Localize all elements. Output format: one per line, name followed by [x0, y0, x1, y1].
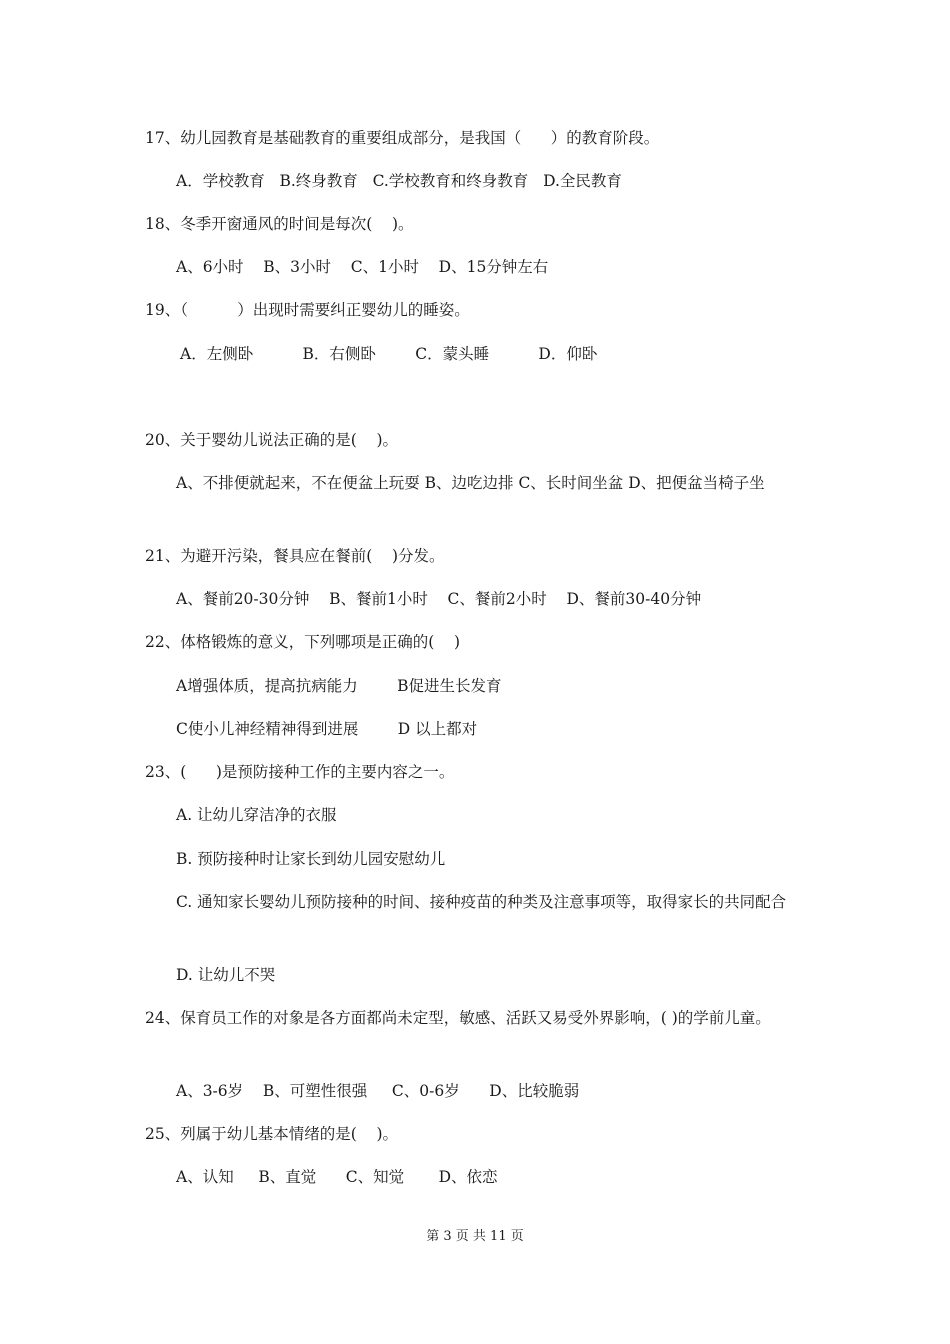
question-25-stem: 25、列属于幼儿基本情绪的是( )。 — [145, 1125, 399, 1143]
question-21-options: A、餐前20-30分钟 B、餐前1小时 C、餐前2小时 D、餐前30-40分钟 — [176, 590, 702, 608]
question-22-option-ab: A增强体质，提高抗病能力 B促进生长发育 — [176, 677, 502, 695]
question-19-stem: 19、（ ）出现时需要纠正婴幼儿的睡姿。 — [145, 301, 470, 319]
question-23-option-c: C. 通知家长婴幼儿预防接种的时间、接种疫苗的种类及注意事项等，取得家长的共同配合 — [176, 893, 787, 911]
question-20-stem: 20、关于婴幼儿说法正确的是( )。 — [145, 431, 399, 449]
question-24-options: A、3-6岁 B、可塑性很强 C、0-6岁 D、比较脆弱 — [176, 1082, 580, 1100]
question-18-options: A、6小时 B、3小时 C、1小时 D、15分钟左右 — [176, 258, 549, 276]
question-20-options: A、不排便就起来，不在便盆上玩耍 B、边吃边排 C、长时间坐盆 D、把便盆当椅子坐 — [176, 474, 765, 492]
question-19-options: A．左侧卧 B．右侧卧 C．蒙头睡 D．仰卧 — [180, 345, 598, 363]
question-22-option-cd: C使小儿神经精神得到进展 D 以上都对 — [176, 720, 478, 738]
question-25-options: A、认知 B、直觉 C、知觉 D、依恋 — [176, 1168, 498, 1186]
question-17-stem: 17、幼儿园教育是基础教育的重要组成部分，是我国（ ）的教育阶段。 — [145, 129, 660, 147]
question-23-option-b: B. 预防接种时让家长到幼儿园安慰幼儿 — [176, 850, 446, 868]
page-number-footer: 第 3 页 共 11 页 — [426, 1229, 524, 1244]
question-17-options: A．学校教育 B.终身教育 C.学校教育和终身教育 D.全民教育 — [176, 172, 622, 190]
question-23-option-a: A. 让幼儿穿洁净的衣服 — [176, 806, 337, 824]
question-22-stem: 22、体格锻炼的意义，下列哪项是正确的( ) — [145, 633, 461, 651]
question-23-option-d: D. 让幼儿不哭 — [176, 966, 276, 984]
question-18-stem: 18、冬季开窗通风的时间是每次( )。 — [145, 215, 414, 233]
question-24-stem: 24、保育员工作的对象是各方面都尚未定型，敏感、活跃又易受外界影响，( )的学前儿童。 — [145, 1009, 771, 1027]
question-23-stem: 23、( )是预防接种工作的主要内容之一。 — [145, 763, 455, 781]
question-21-stem: 21、为避开污染，餐具应在餐前( )分发。 — [145, 547, 445, 565]
